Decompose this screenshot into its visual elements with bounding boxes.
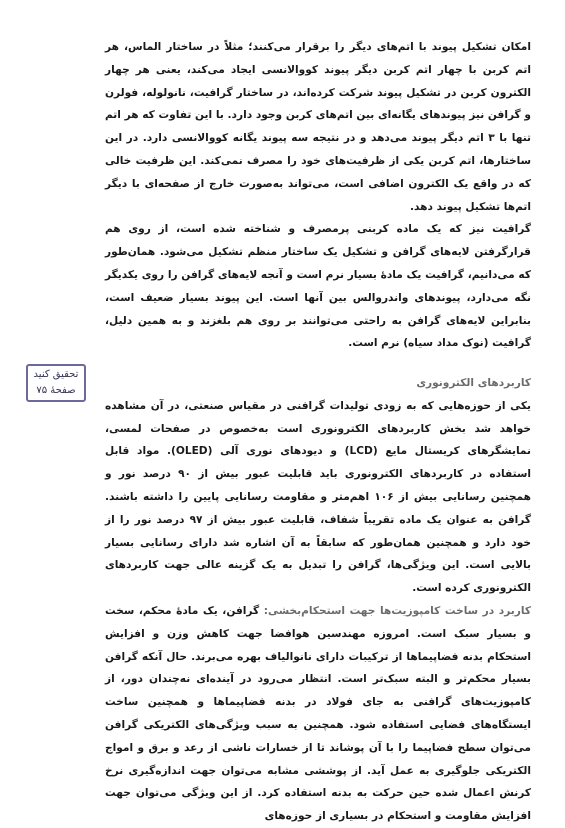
research-margin-note [26,364,86,402]
bottom-text-section [105,372,531,828]
paragraph-optoelectronics: یکی از حوزه‌هایی که به زودی تولیدات گرافنی در مقیاس صنعتی، در آن مشاهده خواهد شد بخش کاربردهای الکترونوری است به‌خصوص در صفحات لمسی، نمایشگرهای کریستال مایع (LCD) و دیودهای نوری آلی (OLED). مواد قابل استفاده در کاربردهای الکترونوری باید قابلیت عبور بیش از ۹۰ درصد نور و همچنین رسانایی بیش از ۱۰۶ اهم‌متر و مقاومت رسانایی پایین را داشته باشند. گرافن به عنوان یک ماده تقریباً شفاف، قابلیت عبور بیش از ۹۷ درصد نور را از خود دارد و همچنین همان‌طور که سابقاً به آن اشاره شد دارای رسانایی بسیار بالایی است. این ویژگی‌ها، گرافن را تبدیل به یک گزینه عالی جهت کاربردهای الکترونوری کرده است. [105,399,532,595]
research-note-page: صفحهٔ ۷۵ [36,385,76,396]
paragraph-composites [105,600,531,828]
section-heading: کاربردهای الکترونوری [416,377,531,389]
paragraph-graphite: گرافیت نیز که یک ماده کربنی پرمصرف و شناخته شده است، از روی هم قرارگرفتن لایه‌های گرافن و تشکیل یک ساختار منظم تشکیل می‌شود. همان‌طور که می‌دانیم، گرافیت یک مادهٔ بسیار نرم است و آنجه لایه‌های گرافن را روی یکدیگر نگه می‌دارد، پیوندهای واندروالس بین آنها است. این پیوند بسیار ضعیف است، بنابراین لایه‌های گرافن به راحتی می‌توانند بر روی هم بلغزند و به همین دلیل، گرافیت (نوک مداد سیاه) نرم است. [105,223,531,350]
composites-body: گرافن، یک مادهٔ محکم، سخت و بسیار سبک است. امروزه مهندسین هوافضا جهت کاهش وزن و افزایش استحکام بدنه فضاپیماها از ترکیبات دارای نانوالیاف بهره می‌برند. حال آنکه گرافن بسیار محکم‌تر و البته سبک‌تر است. انتظار می‌رود در آینده‌ای نه‌چندان دور، از کامپوزیت‌های گرافنی به جای فولاد در بدنه فضاپیماها و همچنین ساخت ایستگاه‌های فضایی استفاده شود. همچنین به سبب ویژگی‌های الکتریکی گرافن می‌توان سطح فضاپیما را با آن پوشاند تا از خسارات ناشی از رعد و برق و امواج الکتریکی جلوگیری به عمل آید. از پوششی مشابه می‌توان جهت اندازه‌گیری نرخ کرنش اعمال شده حین حرکت به بدنه استفاده کرد. از این ویژگی می‌توان جهت افزایش مقاومت و استحکام در بسیاری از حوزه‌های [105,604,531,823]
paragraph-bonding: امکان تشکیل پیوند با اتم‌های دیگر را برقرار می‌کنند؛ مثلاً در ساختار الماس، هر اتم کربن با چهار اتم کربن دیگر پیوند کووالانسی ایجاد می‌کند، یعنی هر چهار الکترون کربن در تشکیل پیوند شرکت کرده‌اند، در ساختار گرافیت، نانولوله، فولرن و گرافن نیز پیوندهای یگانه‌ای بین اتم‌های کربن وجود دارد. با این تفاوت که هر اتم تنها با ۳ اتم دیگر پیوند می‌دهد و در نتیجه سه پیوند یگانه کووالانسی دارد. در این ساختارها، اتم کربن یکی از ظرفیت‌های خود را مصرف نمی‌کند. این ظرفیت خالی که در واقع یک الکترون اضافی است، می‌تواند به‌صورت خارج از صفحه‌ای با دیگر اتم‌ها تشکیل پیوند دهد. [105,41,531,213]
composites-inline-heading: کاربرد در ساخت کامپوزیت‌ها جهت استحکام‌بخشی: [263,604,532,617]
research-note-label: تحقیق کنید [33,369,79,380]
top-text-section [105,36,531,355]
